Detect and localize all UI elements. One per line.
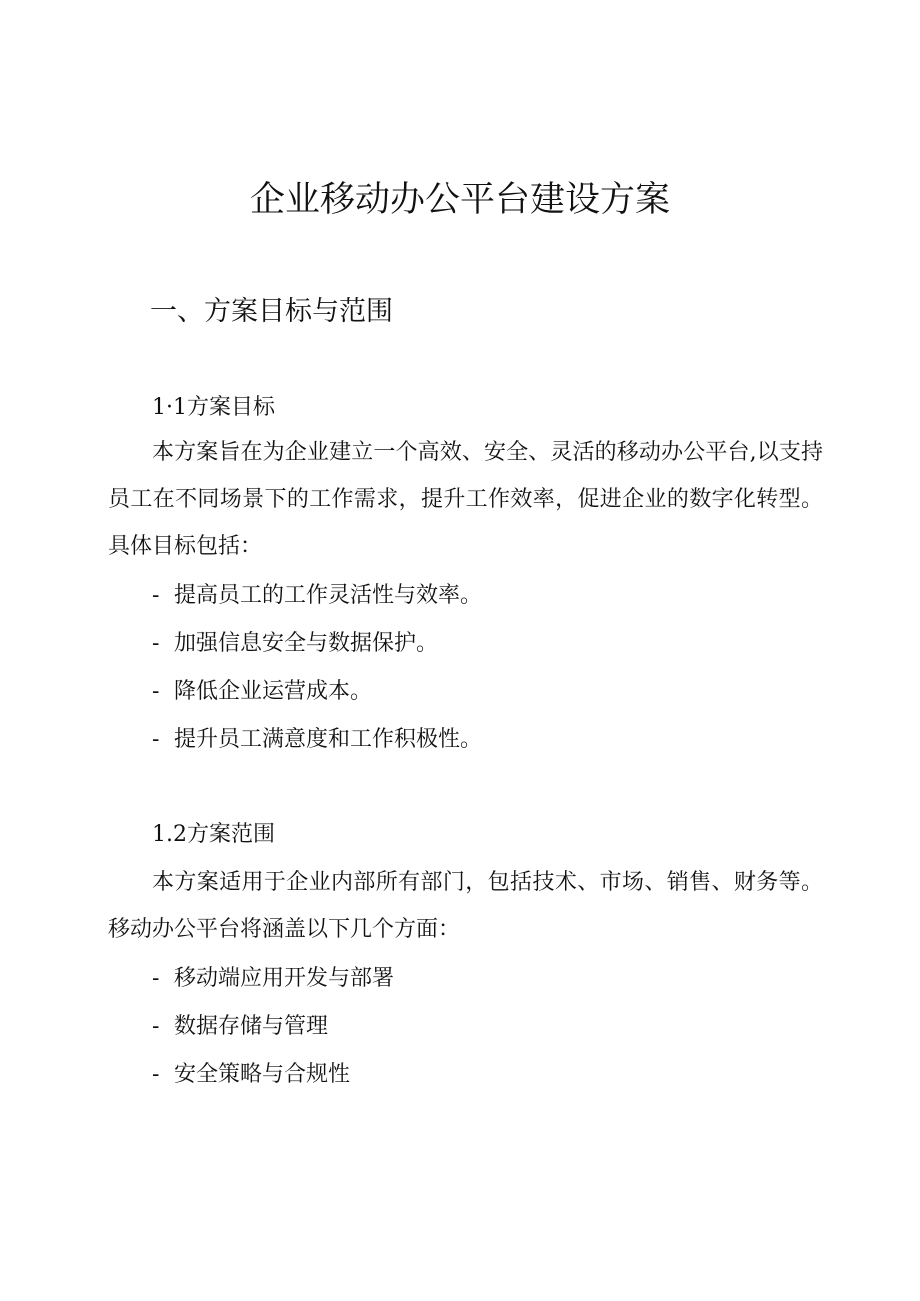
bullet-dash: - <box>152 631 160 656</box>
list-item <box>152 580 482 628</box>
document-title: 企业移动办公平台建设方案 <box>249 180 670 220</box>
bullet-dash: - <box>152 679 160 704</box>
list-item <box>152 963 394 1011</box>
bullet-dash: - <box>152 966 160 991</box>
list-item-text: 安全策略与合规性 <box>174 1062 351 1087</box>
subheading-goals: 1·1方案目标 <box>152 395 275 420</box>
bullet-dash: - <box>152 727 160 752</box>
bullet-dash: - <box>152 1014 160 1039</box>
scope-paragraph: 本方案适用于企业内部所有部门，包括技术、市场、销售、财务等。移动办公平台将涵盖以下几个方面： <box>108 870 823 942</box>
subheading-scope: 1.2方案范围 <box>152 822 275 847</box>
list-item-text: 提升员工满意度和工作积极性。 <box>174 727 483 752</box>
list-item-text: 加强信息安全与数据保护。 <box>174 631 439 656</box>
list-item <box>152 1011 394 1059</box>
bullet-dash: - <box>152 1062 160 1087</box>
goals-paragraph: 本方案旨在为企业建立一个高效、安全、灵活的移动办公平台,以支持员工在不同场景下的工作需求，提升工作效率，促进企业的数字化转型。具体目标包括： <box>108 440 823 559</box>
section-heading-goals-scope: 一、方案目标与范围 <box>150 296 393 327</box>
list-item <box>152 1059 394 1107</box>
list-item-text: 降低企业运营成本。 <box>174 679 373 704</box>
list-item <box>152 724 482 772</box>
bullet-dash: - <box>152 583 160 608</box>
scope-list <box>152 963 394 1107</box>
list-item-text: 移动端应用开发与部署 <box>174 966 395 991</box>
goals-list <box>152 580 482 772</box>
list-item <box>152 676 482 724</box>
list-item <box>152 628 482 676</box>
list-item-text: 提高员工的工作灵活性与效率。 <box>174 583 483 608</box>
list-item-text: 数据存储与管理 <box>174 1014 329 1039</box>
